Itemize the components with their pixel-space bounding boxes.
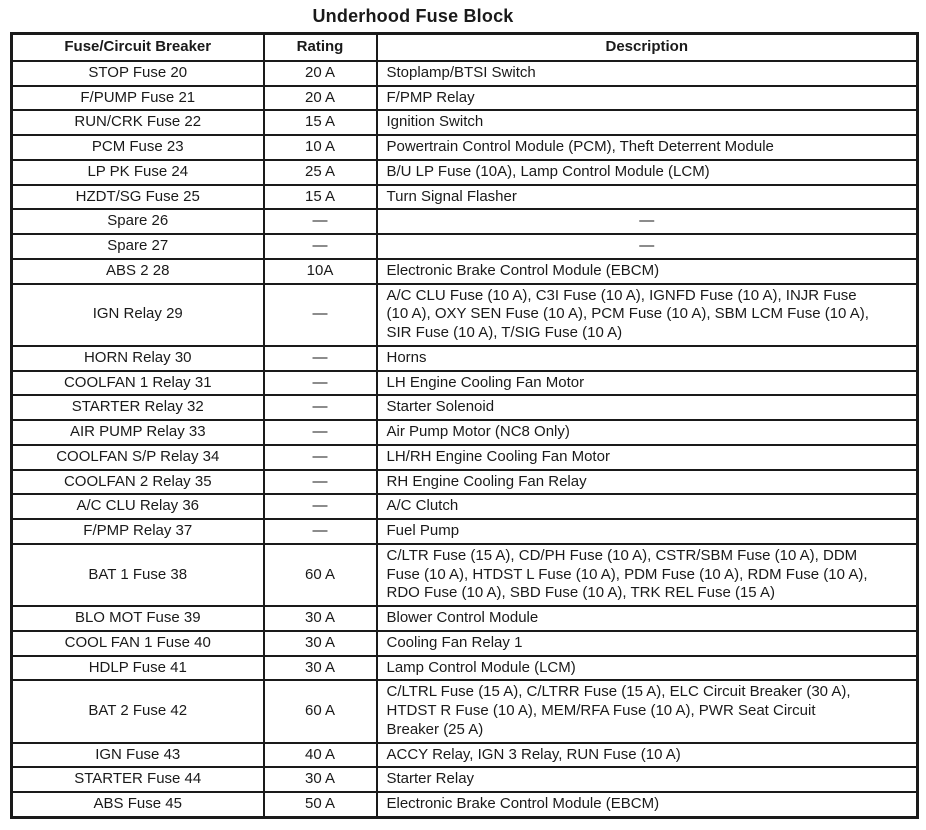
cell-description: C/LTR Fuse (15 A), CD/PH Fuse (10 A), CSTR/SBM Fuse (10 A), DDM Fuse (10 A), HTDST L Fuse (10 A), PDM Fuse (10 A), RDM Fuse (10 A), RDO Fuse (10 A), SBD Fuse (10 A), TRK REL Fuse (15 A) — [377, 544, 918, 606]
cell-description: RH Engine Cooling Fan Relay — [377, 470, 918, 495]
table-row — [12, 371, 918, 396]
cell-fuse: F/PUMP Fuse 21 — [12, 86, 264, 111]
cell-fuse: Spare 27 — [12, 234, 264, 259]
cell-rating: — — [264, 470, 377, 495]
cell-rating: 50 A — [264, 792, 377, 817]
cell-description: — — [377, 209, 918, 234]
cell-description: Ignition Switch — [377, 110, 918, 135]
cell-description: A/C Clutch — [377, 494, 918, 519]
table-row — [12, 494, 918, 519]
cell-fuse: COOL FAN 1 Fuse 40 — [12, 631, 264, 656]
cell-description: Air Pump Motor (NC8 Only) — [377, 420, 918, 445]
table-row — [12, 767, 918, 792]
cell-fuse: STARTER Relay 32 — [12, 395, 264, 420]
cell-fuse: STOP Fuse 20 — [12, 61, 264, 86]
cell-description: LH/RH Engine Cooling Fan Motor — [377, 445, 918, 470]
table-row — [12, 86, 918, 111]
cell-fuse: COOLFAN 1 Relay 31 — [12, 371, 264, 396]
cell-rating: — — [264, 234, 377, 259]
cell-rating: 20 A — [264, 86, 377, 111]
cell-fuse: IGN Relay 29 — [12, 284, 264, 346]
cell-fuse: IGN Fuse 43 — [12, 743, 264, 768]
cell-fuse: ABS 2 28 — [12, 259, 264, 284]
cell-rating: — — [264, 420, 377, 445]
table-row — [12, 420, 918, 445]
table-row — [12, 346, 918, 371]
cell-fuse: Spare 26 — [12, 209, 264, 234]
cell-rating: 20 A — [264, 61, 377, 86]
cell-fuse: ABS Fuse 45 — [12, 792, 264, 817]
cell-rating: — — [264, 494, 377, 519]
cell-fuse: F/PMP Relay 37 — [12, 519, 264, 544]
table-row — [12, 792, 918, 817]
cell-fuse: COOLFAN S/P Relay 34 — [12, 445, 264, 470]
cell-rating: — — [264, 209, 377, 234]
table-row — [12, 135, 918, 160]
cell-fuse: LP PK Fuse 24 — [12, 160, 264, 185]
cell-rating: — — [264, 519, 377, 544]
table-row — [12, 680, 918, 742]
cell-description: Starter Solenoid — [377, 395, 918, 420]
cell-rating: 30 A — [264, 767, 377, 792]
cell-fuse: AIR PUMP Relay 33 — [12, 420, 264, 445]
cell-fuse: A/C CLU Relay 36 — [12, 494, 264, 519]
cell-description: Fuel Pump — [377, 519, 918, 544]
cell-rating: — — [264, 346, 377, 371]
cell-fuse: COOLFAN 2 Relay 35 — [12, 470, 264, 495]
cell-description: B/U LP Fuse (10A), Lamp Control Module (LCM) — [377, 160, 918, 185]
cell-description: ACCY Relay, IGN 3 Relay, RUN Fuse (10 A) — [377, 743, 918, 768]
cell-description: Lamp Control Module (LCM) — [377, 656, 918, 681]
page-title: Underhood Fuse Block — [312, 6, 514, 26]
cell-rating: 15 A — [264, 110, 377, 135]
column-header-rating: Rating — [264, 34, 377, 61]
table-header — [12, 34, 918, 61]
table-row — [12, 470, 918, 495]
table-row — [12, 209, 918, 234]
fuse-table — [10, 32, 919, 819]
table-row — [12, 61, 918, 86]
table-row — [12, 544, 918, 606]
table-row — [12, 185, 918, 210]
cell-rating: 40 A — [264, 743, 377, 768]
cell-rating: — — [264, 371, 377, 396]
cell-rating: — — [264, 284, 377, 346]
cell-fuse: PCM Fuse 23 — [12, 135, 264, 160]
table-row — [12, 606, 918, 631]
cell-rating: 10 A — [264, 135, 377, 160]
cell-rating: 25 A — [264, 160, 377, 185]
cell-rating: 10A — [264, 259, 377, 284]
cell-rating: 15 A — [264, 185, 377, 210]
fuse-table-body — [12, 61, 918, 818]
table-row — [12, 160, 918, 185]
cell-rating: 30 A — [264, 606, 377, 631]
cell-description: Electronic Brake Control Module (EBCM) — [377, 259, 918, 284]
table-row — [12, 259, 918, 284]
cell-description: Turn Signal Flasher — [377, 185, 918, 210]
cell-description: Blower Control Module — [377, 606, 918, 631]
cell-description: C/LTRL Fuse (15 A), C/LTRR Fuse (15 A), ELC Circuit Breaker (30 A), HTDST R Fuse (10 A), MEM/RFA Fuse (10 A), PWR Seat Circuit Breaker (25 A) — [377, 680, 918, 742]
cell-fuse: RUN/CRK Fuse 22 — [12, 110, 264, 135]
table-row — [12, 110, 918, 135]
table-row — [12, 519, 918, 544]
cell-rating: 30 A — [264, 656, 377, 681]
cell-fuse: BAT 1 Fuse 38 — [12, 544, 264, 606]
cell-description: Starter Relay — [377, 767, 918, 792]
column-header-fuse: Fuse/Circuit Breaker — [12, 34, 264, 61]
cell-fuse: BLO MOT Fuse 39 — [12, 606, 264, 631]
cell-description: Stoplamp/BTSI Switch — [377, 61, 918, 86]
cell-description: Electronic Brake Control Module (EBCM) — [377, 792, 918, 817]
header-row — [12, 34, 918, 61]
cell-fuse: HDLP Fuse 41 — [12, 656, 264, 681]
cell-rating: — — [264, 395, 377, 420]
table-row — [12, 445, 918, 470]
table-row — [12, 743, 918, 768]
cell-description: A/C CLU Fuse (10 A), C3I Fuse (10 A), IGNFD Fuse (10 A), INJR Fuse (10 A), OXY SEN Fuse (10 A), PCM Fuse (10 A), SBM LCM Fuse (10 A), SIR Fuse (10 A), T/SIG Fuse (10 A) — [377, 284, 918, 346]
column-header-description: Description — [377, 34, 918, 61]
cell-description: — — [377, 234, 918, 259]
cell-fuse: HZDT/SG Fuse 25 — [12, 185, 264, 210]
table-row — [12, 395, 918, 420]
cell-description: LH Engine Cooling Fan Motor — [377, 371, 918, 396]
cell-rating: — — [264, 445, 377, 470]
cell-description: F/PMP Relay — [377, 86, 918, 111]
cell-fuse: BAT 2 Fuse 42 — [12, 680, 264, 742]
cell-fuse: STARTER Fuse 44 — [12, 767, 264, 792]
cell-rating: 60 A — [264, 680, 377, 742]
cell-description: Powertrain Control Module (PCM), Theft Deterrent Module — [377, 135, 918, 160]
table-row — [12, 656, 918, 681]
cell-fuse: HORN Relay 30 — [12, 346, 264, 371]
cell-rating: 60 A — [264, 544, 377, 606]
cell-description: Horns — [377, 346, 918, 371]
cell-description: Cooling Fan Relay 1 — [377, 631, 918, 656]
table-row — [12, 234, 918, 259]
cell-rating: 30 A — [264, 631, 377, 656]
table-row — [12, 284, 918, 346]
table-row — [12, 631, 918, 656]
